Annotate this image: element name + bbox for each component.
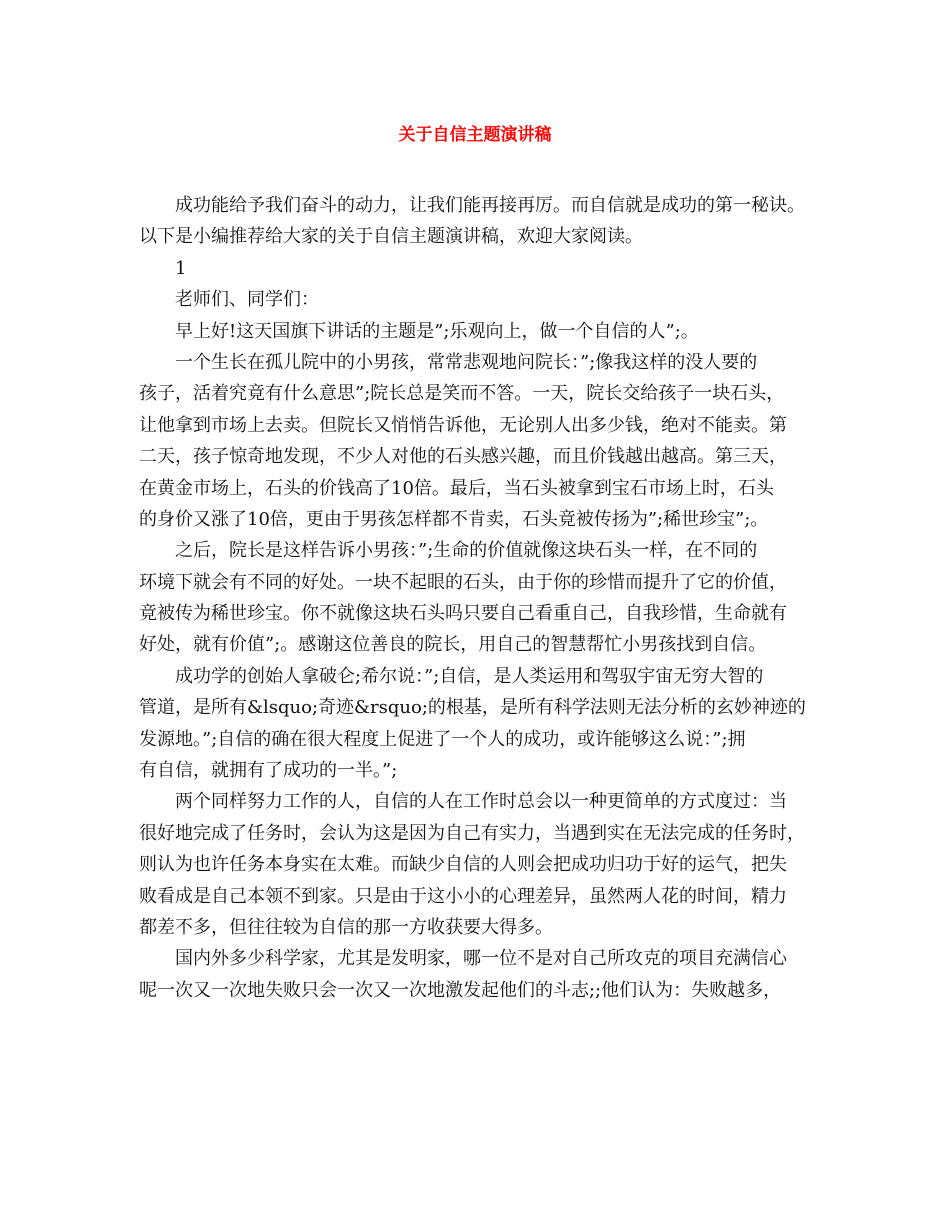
text-line: 老师们、同学们： — [175, 289, 319, 311]
document-title: 关于自信主题演讲稿 — [398, 125, 552, 145]
text-line: 两个同样努力工作的人，自信的人在工作时总会以一种更简单的方式度过：当 — [175, 791, 787, 813]
text-line: 有自信，就拥有了成功的一半。”; — [139, 760, 398, 782]
text-line: 一个生长在孤儿院中的小男孩，常常悲观地问院长：”;像我这样的没人要的 — [175, 351, 758, 373]
text-line: 都差不多，但往往较为自信的那一方收获要大得多。 — [139, 916, 553, 938]
text-line: 孩子，活着究竟有什么意思”;院长总是笑而不答。一天，院长交给孩子一块石头， — [139, 383, 785, 405]
text-line: 1 — [175, 257, 187, 279]
text-line: 呢一次又一次地失败只会一次又一次地激发起他们的斗志;;他们认为：失败越多， — [139, 979, 782, 1001]
text-line: 在黄金市场上，石头的价钱高了10倍。最后，当石头被拿到宝石市场上时，石头 — [139, 477, 774, 499]
text-line: 很好地完成了任务时，会认为这是因为自己有实力，当遇到实在无法完成的任务时， — [139, 822, 805, 844]
text-line: 让他拿到市场上去卖。但院长又悄悄告诉他，无论别人出多少钱，绝对不能卖。第 — [139, 414, 787, 436]
text-line: 以下是小编推荐给大家的关于自信主题演讲稿，欢迎大家阅读。 — [139, 226, 643, 248]
document-body — [139, 190, 819, 1006]
text-line: 成功学的创始人拿破仑;希尔说：”;自信，是人类运用和驾驭宇宙无穷大智的 — [175, 665, 764, 687]
text-line: 则认为也许任务本身实在太难。而缺少自信的人则会把成功归功于好的运气，把失 — [139, 854, 787, 876]
text-line: 败看成是自己本领不到家。只是由于这小小的心理差异，虽然两人花的时间，精力 — [139, 885, 787, 907]
text-line: 的身价又涨了10倍，更由于男孩怎样都不肯卖，石头竟被传扬为”;稀世珍宝”;。 — [139, 508, 769, 530]
text-line: 成功能给予我们奋斗的动力，让我们能再接再厉。而自信就是成功的第一秘诀。 — [175, 195, 805, 216]
text-line: 二天，孩子惊奇地发现，不少人对他的石头感兴趣，而且价钱越出越高。第三天， — [139, 446, 787, 468]
text-line: 好处，就有价值”;。感谢这位善良的院长，用自己的智慧帮忙小男孩找到自信。 — [139, 634, 767, 656]
text-line: 发源地。”;自信的确在很大程度上促进了一个人的成功，或许能够这么说：”;拥 — [139, 728, 746, 750]
text-line: 早上好!这天国旗下讲话的主题是”;乐观向上，做一个自信的人”;。 — [175, 320, 699, 342]
text-line: 管道，是所有&lsquo;奇迹&rsquo;的根基，是所有科学法则无法分析的玄妙神迹的 — [139, 697, 806, 719]
text-line: 环境下就会有不同的好处。一块不起眼的石头，由于你的珍惜而提升了它的价值， — [139, 571, 787, 593]
text-line: 竟被传为稀世珍宝。你不就像这块石头吗只要自己看重自己，自我珍惜，生命就有 — [139, 603, 787, 625]
text-line: 国内外多少科学家，尤其是发明家，哪一位不是对自己所攻克的项目充满信心 — [175, 948, 787, 970]
text-line: 之后，院长是这样告诉小男孩：”;生命的价值就像这块石头一样，在不同的 — [175, 540, 758, 562]
